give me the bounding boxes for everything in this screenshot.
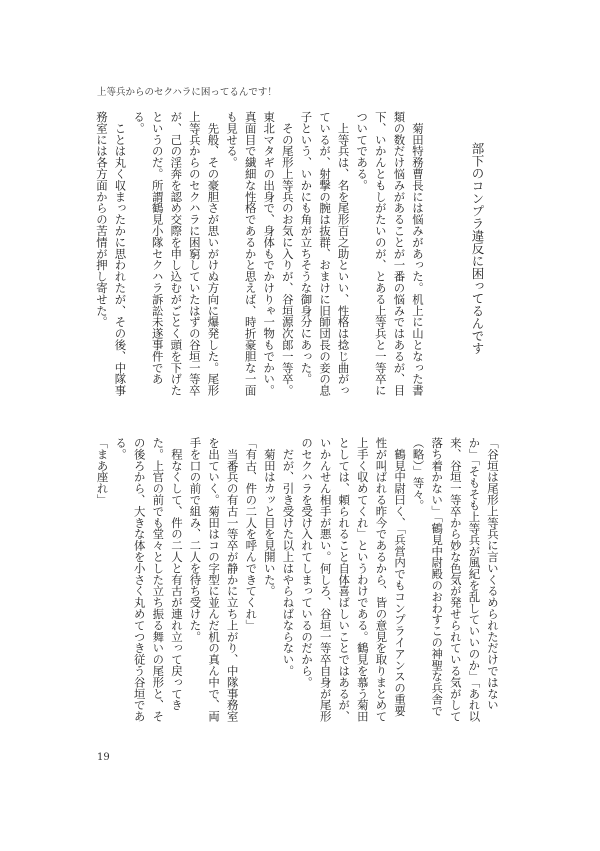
upper-tier-text	[92, 111, 427, 401]
text-line: 類の数だけ悩みがあることが一番の悩みではあるが、目	[392, 111, 407, 396]
text-line: 「有古、件の二人を呼んできてくれ」	[244, 437, 259, 631]
text-line: が、己の淫奔を認め交際を申し込むがごとく頭を下げた	[169, 111, 184, 396]
text-line: を出ていく。菊田はコの字型に並んだ机の真ん中で、両	[207, 437, 222, 722]
text-line: 鶴見中尉曰く、「兵営内でもコンプライアンスの重要	[393, 437, 408, 717]
text-line: 菊田はカッと目を見開いた。	[262, 437, 277, 597]
text-line: 手を口の前で組み、二人を待ち受けた。	[188, 437, 203, 643]
text-line: 落ち着かない」「鶴見中尉殿のおわすこの神聖な兵舎で	[430, 437, 445, 717]
text-line: る。	[114, 437, 129, 460]
text-line: 「まあ座れ」	[95, 437, 110, 506]
lower-tier-text	[93, 437, 502, 727]
text-line: る。	[132, 111, 147, 134]
text-line: 性が叫ばれる昨今であるから、皆の意見を取りまとめて	[374, 437, 389, 722]
text-line: 東北マタギの出身で、身体もでかけりゃ一物もでかい。	[262, 111, 277, 396]
text-line: ことは丸く収まったかに思われたが、その後、中隊事	[113, 111, 128, 396]
text-line: ているが、射撃の腕は抜群、おまけに旧師団長の妾の息	[318, 111, 333, 396]
text-line: のセクハラを受け入れてしまっているのだから。	[300, 437, 315, 688]
text-line: としては、頼られること自体喜ばしいことではあるが、	[337, 437, 352, 722]
chapter-title: 部下のコンプラ違反に困ってるんです	[470, 142, 485, 355]
text-line: 来、谷垣一等卒から妙な色気が発せられている気がして	[448, 437, 463, 722]
text-line: 当番兵の有古一等卒が静かに立ち上がり、中隊事務室	[225, 437, 240, 722]
text-line: 上等兵は、名を尾形百之助といい、性格は捻じ曲がっ	[336, 111, 351, 396]
text-line: ついてである。	[355, 111, 370, 191]
text-line: 上手く収めてくれ」というわけである。鶴見を慕う菊田	[355, 437, 370, 722]
text-line: 真面目で繊細な性格であるかと思えば、時折豪胆な一面	[243, 111, 258, 396]
text-line: その尾形上等兵のお気に入りが、谷垣源次郎一等卒。	[280, 111, 295, 396]
text-line: 先般、その豪胆さが思いがけぬ方向に爆発した。尾形	[206, 111, 221, 396]
text-line: 上等兵からのセクハラに困窮していたはずの谷垣一等卒	[187, 111, 202, 396]
text-line: （略）」等々。	[411, 437, 426, 512]
running-head: 上等兵からのセクハラに困ってるんです！	[97, 87, 277, 98]
text-line: だが、引き受けた以上はやらねばならない。	[281, 437, 296, 677]
text-line: 子という、いかにも角が立ちそうな御身分にあった。	[299, 111, 314, 385]
text-line: た。上官の前でも堂々とした立ち振る舞いの尾形と、そ	[151, 437, 166, 722]
text-line: か」「そもそも上等兵が風紀を乱していいのか」「あれ以	[467, 437, 482, 722]
text-line: の後ろから、大きな体を小さく丸めてつき従う谷垣であ	[132, 437, 147, 722]
text-line: 「谷垣は尾形上等兵に言いくるめられただけではない	[486, 437, 500, 711]
text-line: 菊田特務曹長には悩みがあった。机上に山となった書	[411, 111, 425, 396]
text-line: 務室には各方面からの苦情が押し寄せた。	[94, 111, 109, 328]
text-line: というのだ。所謂鶴見小隊セクハラ訴訟未遂事件であ	[150, 111, 165, 385]
text-line: 下、いかんともしがたいのが、とある上等兵と一等卒に	[373, 111, 388, 396]
text-line: いかんせん相手が悪い。何しろ、谷垣一等卒自身が尾形	[318, 437, 333, 722]
text-line: も見せる。	[225, 111, 240, 168]
text-line: 程なくして、件の二人と有古が連れ立って戻ってき	[169, 437, 184, 711]
page-number: 19	[97, 752, 110, 763]
